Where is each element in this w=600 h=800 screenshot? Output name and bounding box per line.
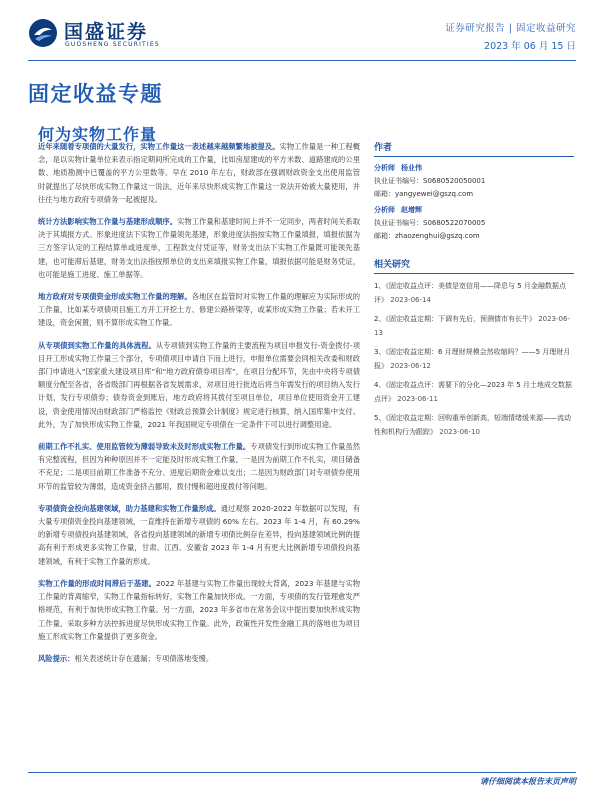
disclaimer-notice: 请仔细阅读本报告末页声明 xyxy=(480,777,576,786)
author-license: 执业证书编号：S0680522070005 xyxy=(374,219,486,227)
summary-paragraph xyxy=(38,502,360,568)
paragraph-lead: 风险提示： xyxy=(38,653,75,663)
paragraph-lead: 地方政府对专项债资金形成实物工作量的理解。 xyxy=(38,292,192,302)
related-title[interactable]: 3、《固定收益定期：6 月理财规模会然收缩吗？——5 月理财月报》 xyxy=(374,348,571,370)
author-card xyxy=(374,162,574,201)
paragraph-text: 通过观察 2020-2022 年数据可以发现，有大量专项债资金投向基建领域，一直维持在新增专项债的 60% 左右。2023 年 1-4 月，有 60.29% 的新增专项债投向基建领域，各省投向基建领域的新增专项债比例存在差异，投向基建领域比例的提高有利于形成更多实物工作量，甘肃、江西、安徽省 2023 年 1-4 月有更大比例新增专项债投向基建领域，有利于实物工作量的形成。 xyxy=(38,503,361,566)
paragraph-text: 2022 年基建与实物工作量出现较大背离，2023 年基建与实物工作量的背离缩窄，实物工作量指标转好，实物工作量加快形成。一方面，专项债的发行管理愈发严格规范，有利于加快形成实物工作量。另一方面，2023 年多省市在常务会议中提出要加快形成实物工作量，采取多种方法控拆进度尽快形成实物工作量。此外，政策性开发性金融工具的落地也为项目施工形成实物工作量提供了更多资金。 xyxy=(38,578,361,641)
paragraph-lead: 统计方法影响实物工作量与基建形成顺序。 xyxy=(38,217,178,227)
report-type: 证券研究报告 | 固定收益研究 xyxy=(445,23,576,34)
author-email: 邮箱：zhaozenghui@gszq.com xyxy=(374,232,480,240)
related-date: 2023-06-12 xyxy=(390,362,431,370)
author-role: 分析师 xyxy=(374,206,395,214)
author-card xyxy=(374,204,574,243)
logo-english-name: GUOSHENG SECURITIES xyxy=(65,41,160,48)
paragraph-text: 实物工作量和基建时间上并不一定同步，两者时间关系取决于其填报方式。形象进度法下实物工作量领先基建，形象进度法指按实物工作量填报，填报依据为三方签字认定的工程结算单或进度单，工程款支付凭证等，财务支出法下实物工作量既可能领先基建，也可能滞后基建，财务支出法指按照单位的支出来填报实物工作量，填报依据可能是财务凭证，也可能是施工进度、施工单据等。 xyxy=(38,217,361,279)
related-title[interactable]: 5、《固定收益定期：回购重举创新高，短端情绪缓来源——流动性和机构行为跟踪》 xyxy=(374,414,571,436)
related-heading: 相关研究 xyxy=(374,257,574,274)
related-title[interactable]: 4、《固定收益点评：需要下的分化—2023 年 5 月土地成交数据点评》 xyxy=(374,381,572,403)
paragraph-lead: 前期工作不扎实、使用监管较为薄弱导致未及时形成实物工作量。 xyxy=(38,442,251,452)
related-title[interactable]: 1、《固定收益点评：美债是宽信用——降息与 5 月金融数据点评》 xyxy=(374,282,566,304)
paragraph-text: 相关表述统计存在遗漏；专项债落地变慢。 xyxy=(74,653,214,663)
report-header xyxy=(28,14,576,56)
paragraph-text: 从专项债到实物工作量的主要流程为项目申报发行-资金拨付-项目开工形成实物工作量三个部分，专项债项目申请自下而上进行，申报单位需要会同相关改委和财政部门申请进入“国家重大建设项目库”和“地方政府债券项目库”，在项目分配环节，先由中央将专项债额度分配至各省，各省级部门再根据各省发展需求，对项目进行批选后将当年需发行的项目纳入发行计划，发行专项债券；债券资金到账后，地方政府将其拨付至项目单位，项目单位使用资金开工建设，资金使用情况由财政部门严格监控《财政总预算会计制度》规定进行核算，纳入国库集中支付。此外，为了加快形成实物工作量，2021 年我国规定专项债在一定条件下可以进行调整用途。 xyxy=(38,340,360,429)
author-license: 执业证书编号：S0680520050001 xyxy=(374,177,486,185)
risk-warning xyxy=(38,652,360,665)
header-divider xyxy=(28,60,576,61)
summary-paragraph xyxy=(38,290,360,330)
author-name-line xyxy=(374,204,574,217)
related-report-link[interactable] xyxy=(374,378,574,406)
paragraph-text: 各地区在监管时对实物工作量的理解应为实际形成的工作量，比如某专项债项目施工方开工开挖土方、修建公路桥梁等，或某形成实物工作量；若未开工建设，资金闲置，则不算形成实物工作量。 xyxy=(38,292,361,328)
related-report-link[interactable] xyxy=(374,279,574,307)
guosheng-logo-icon xyxy=(28,18,58,48)
related-date: 2023-06-10 xyxy=(439,428,480,436)
paragraph-lead: 实物工作量的形成时间滞后于基建。 xyxy=(38,578,156,588)
page-footer xyxy=(28,772,576,786)
logo-chinese-name: 国盛证券 xyxy=(64,21,149,43)
author-email: 邮箱：yangyewei@gszq.com xyxy=(374,190,474,198)
report-subtitle: 何为实物工作量 xyxy=(38,125,158,144)
report-title: 固定收益专题 xyxy=(28,82,163,106)
summary-paragraph xyxy=(38,215,360,281)
related-title[interactable]: 2、《固定收益定期：下调有先后，预测债市有长牛》 xyxy=(374,315,536,323)
summary-paragraph xyxy=(38,577,360,643)
paragraph-text: 专项债发行到形成实物工作量虽然有完整流程，但因为种种原因并不一定能及时形成实物工作量，一是因为前期工作不扎实，项目储备不充足；二是项目前期工作准备不充分、进度后期资金难以支出；二是因为财政部门对专项债券使用环节的监管较为薄弱，造成资金挤占挪用，拨付慢和超进度拨付等问题。 xyxy=(38,442,361,491)
summary-body xyxy=(38,140,360,674)
author-name: 杨业伟 xyxy=(401,164,422,172)
paragraph-lead: 专项债资金投向基建领域，助力基建和实物工作量形成。 xyxy=(38,503,221,513)
report-date: 2023 年 06 月 15 日 xyxy=(484,41,576,52)
authors-heading: 作者 xyxy=(374,140,574,157)
related-report-link[interactable] xyxy=(374,345,574,373)
author-name-line xyxy=(374,162,574,175)
paragraph-text: 实物工作量是一种工程概念，是以实物计量单位来表示指定期间所完成的工作量，比如房屋建成的平方米数、道路建成的公里数、地质勘测中已覆盖的平方公里数等。早在 2010 年左右，财政部在强调财政资金支出使用监管时就提出了尽快形成实物工作量这一说法，近年来尽快形成实物工作量这一说法开始被大量使用，并往往与地方政府专项债务一起被提及。 xyxy=(38,142,360,204)
related-date: 2023-06-13 xyxy=(374,315,570,337)
related-date: 2023-06-11 xyxy=(397,395,438,403)
author-name: 赵增辉 xyxy=(401,206,422,214)
related-report-link[interactable] xyxy=(374,312,574,340)
paragraph-lead: 从专项债到实物工作量的具体流程。 xyxy=(38,340,156,350)
summary-paragraph xyxy=(38,440,360,493)
summary-paragraph xyxy=(38,339,360,431)
related-research xyxy=(374,257,574,439)
author-role: 分析师 xyxy=(374,164,395,172)
related-date: 2023-06-14 xyxy=(390,296,431,304)
related-report-link[interactable] xyxy=(374,411,574,439)
paragraph-lead: 近年来随着专项债的大量发行，实物工作量这一表述越来越频繁地被提及。 xyxy=(38,142,280,151)
sidebar xyxy=(374,140,574,444)
company-logo xyxy=(28,14,188,54)
summary-paragraph xyxy=(38,140,360,206)
